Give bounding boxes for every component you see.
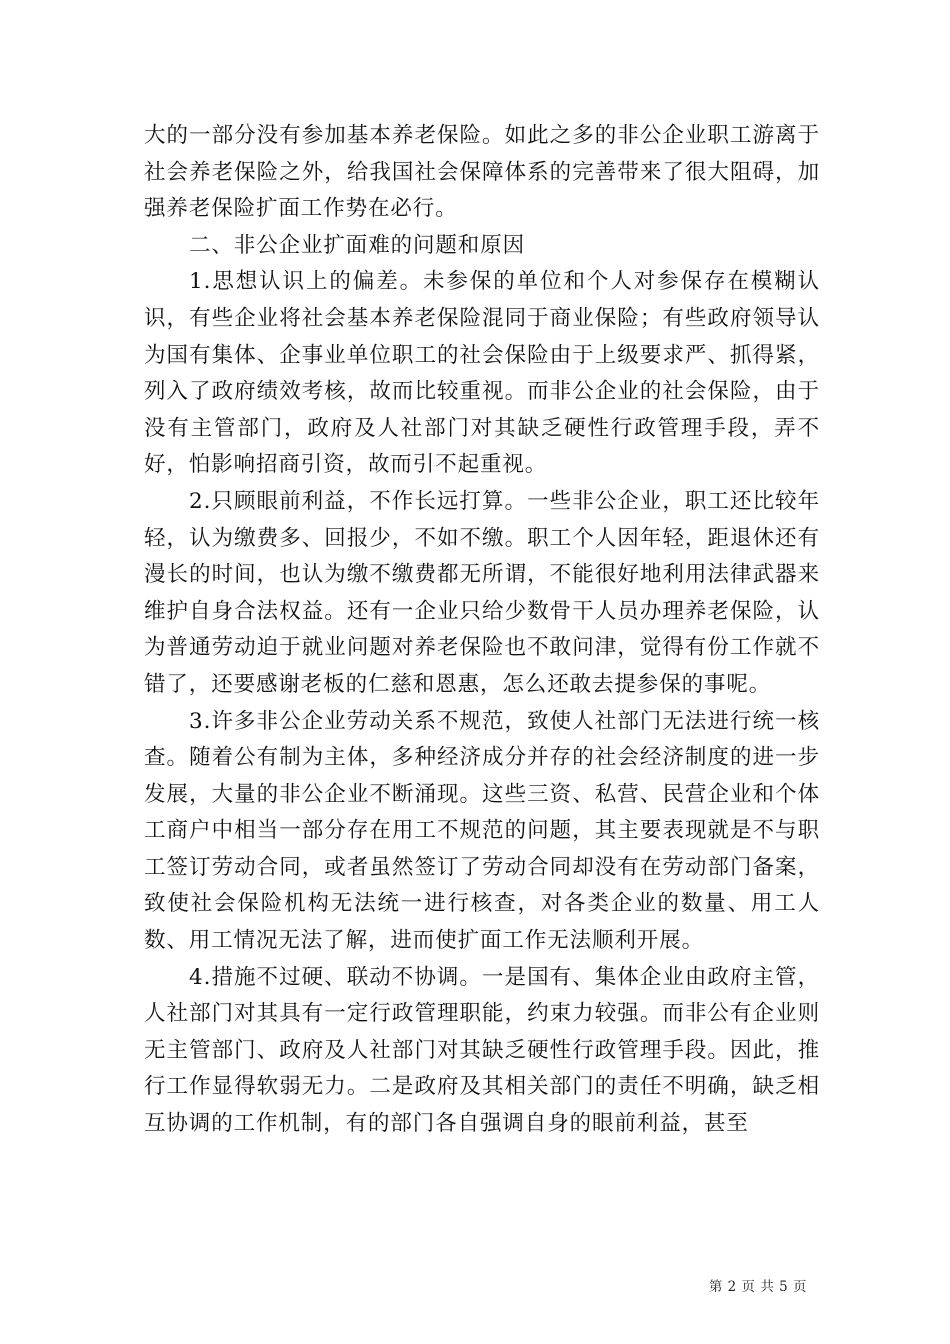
page-number: 第 2 页 共 5 页 — [708, 1279, 807, 1295]
paragraph-item-1: 1.思想认识上的偏差。未参保的单位和个人对参保存在模糊认识，有些企业将社会基本养老保险混同于商业保险；有些政府领导认为国有集体、企事业单位职工的社会保险由于上级要求严、抓得紧，列入了政府绩效考核，故而比较重视。而非公企业的社会保险，由于没有主管部门，政府及人社部门对其缺乏硬性行政管理手段，弄不好，怕影响招商引资，故而引不起重视。 — [144, 269, 820, 478]
document-body — [144, 118, 820, 1143]
paragraph-continuation: 大的一部分没有参加基本养老保险。如此之多的非公企业职工游离于社会养老保险之外，给我国社会保障体系的完善带来了很大阻碍，加强养老保险扩面工作势在必行。 — [144, 123, 820, 222]
section-heading: 二、非公企业扩面难的问题和原因 — [189, 232, 526, 258]
paragraph-item-2: 2.只顾眼前利益，不作长远打算。一些非公企业，职工还比较年轻，认为缴费多、回报少，不如不缴。职工个人因年轻，距退休还有漫长的时间，也认为缴不缴费都无所谓，不能很好地利用法律武器来维护自身合法权益。还有一企业只给少数骨干人员办理养老保险，认为普通劳动迫于就业问题对养老保险也不敢问津，觉得有份工作就不错了，还要感谢老板的仁慈和恩惠，怎么还敢去提参保的事呢。 — [144, 488, 820, 697]
paragraph-item-3: 3.许多非公企业劳动关系不规范，致使人社部门无法进行统一核查。随着公有制为主体，多种经济成分并存的社会经济制度的进一步发展，大量的非公企业不断涌现。这些三资、私营、民营企业和个体工商户中相当一部分存在用工不规范的问题，其主要表现就是不与职工签订劳动合同，或者虽然签订了劳动合同却没有在劳动部门备案，致使社会保险机构无法统一进行核查，对各类企业的数量、用工人数、用工情况无法了解，进而使扩面工作无法顺利开展。 — [144, 708, 820, 954]
paragraph-item-4: 4.措施不过硬、联动不协调。一是国有、集体企业由政府主管，人社部门对其具有一定行政管理职能，约束力较强。而非公有企业则无主管部门、政府及人社部门对其缺乏硬性行政管理手段。因此，推行工作显得软弱无力。二是政府及其相关部门的责任不明确，缺乏相互协调的工作机制，有的部门各自强调自身的眼前利益，甚至 — [144, 964, 820, 1137]
